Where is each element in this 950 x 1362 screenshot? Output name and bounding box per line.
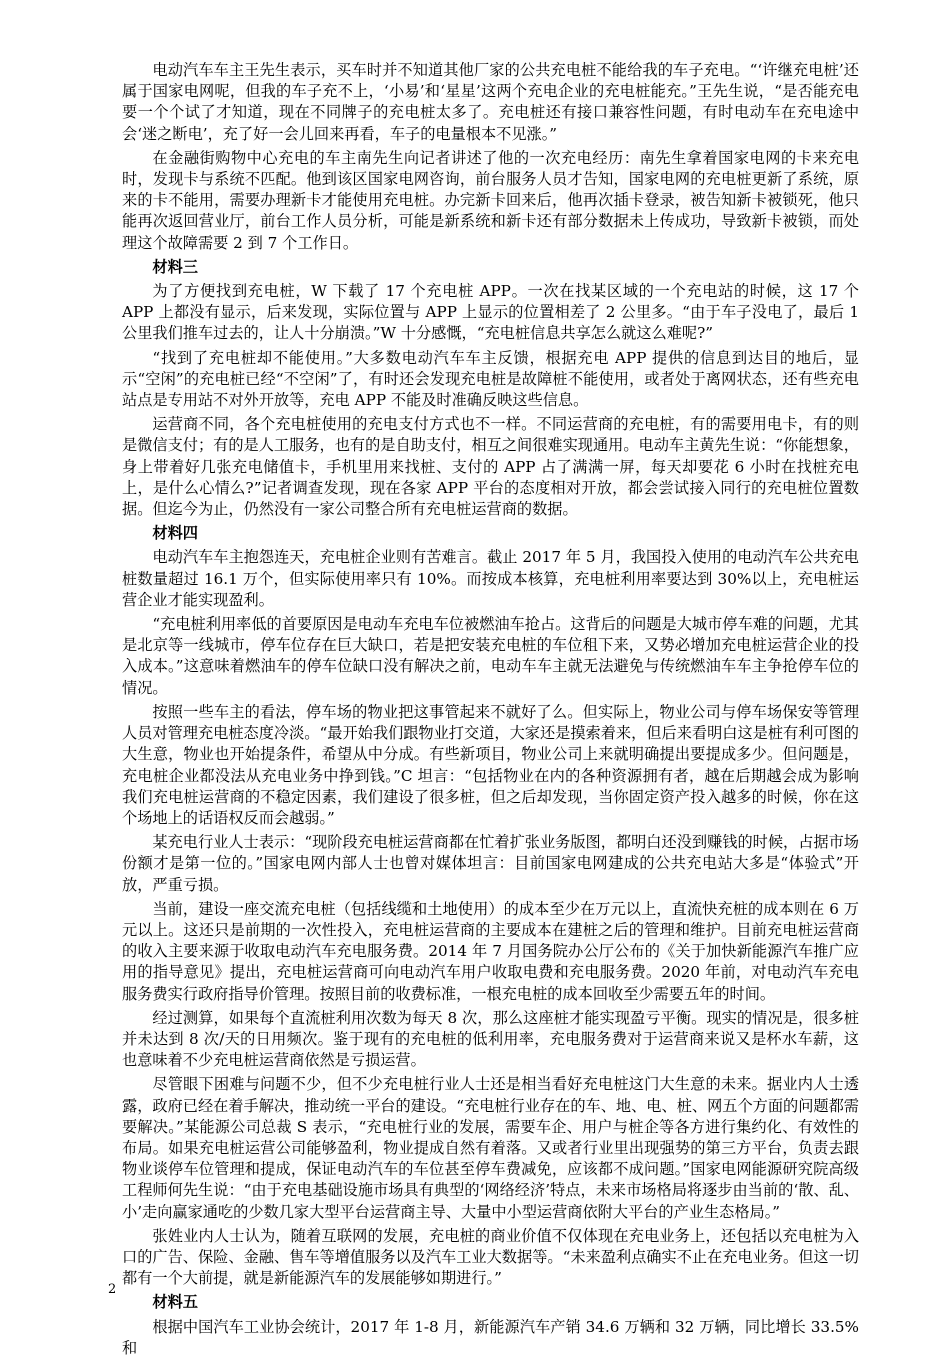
paragraph: 当前，建设一座交流充电桩（包括线缆和土地使用）的成本至少在万元以上，直流快充桩的成本则在 6 万元以上。这还只是前期的一次性投入，充电桩运营商的主要成本在建桩之后的管理和维护。目前充电桩运营商的收入主要来源于收取电动汽车充电服务费。2014 年 7 月国务院办公厅公布的《关于加快新能源汽车推广应用的指导意见》提出，充电桩运营商可向电动汽车用户收取电费和充电服务费。2020 年前，对电动汽车充电服务费实行政府指导价管理。按照目前的收费标准，一根充电桩的成本回收至少需要五年的时间。	[122, 899, 859, 1003]
paragraph: 张姓业内人士认为，随着互联网的发展，充电桩的商业价值不仅体现在充电业务上，还包括以充电桩为入口的广告、保险、金融、售车等增值服务以及汽车工业大数据等。“未来盈利点确实不止在充电业务。但这一切都有一个大前提，就是新能源汽车的发展能够如期进行。”	[122, 1226, 859, 1288]
paragraph: 按照一些车主的看法，停车场的物业把这事管起来不就好了么。但实际上，物业公司与停车场保安等管理人员对管理充电桩态度冷淡。“最开始我们跟物业打交道，大家还是摸索着来，但后来看明白这是桩有利可图的大生意，物业也开始提条件，希望从中分成。有些新项目，物业公司上来就明确提出要提成多少。但问题是，充电桩企业都没法从充电业务中挣到钱。”C 坦言：“包括物业在内的各种资源拥有者，越在后期越会成为影响我们充电桩运营商的不稳定因素，我们建设了很多桩，但之后却发现，当你固定资产投入越多的时候，你在这个场地上的话语权反而会越弱。”	[122, 702, 859, 827]
paragraph: 根据中国汽车工业协会统计，2017 年 1-8 月，新能源汽车产销 34.6 万辆和 32 万辆，同比增长 33.5%和	[122, 1317, 859, 1357]
paragraph: “充电桩利用率低的首要原因是电动车充电车位被燃油车抢占。这背后的问题是大城市停车难的问题，尤其是北京等一线城市，停车位存在巨大缺口，若是把安装充电桩的车位租下来，又势必增加充电桩运营企业的投入成本。”这意味着燃油车的停车位缺口没有解决之前，电动车车主就无法避免与传统燃油车车主争抢停车位的情况。	[122, 615, 859, 697]
section-heading-material-3: 材料三	[152, 257, 198, 276]
paragraph: “找到了充电桩却不能使用。”大多数电动汽车车主反馈，根据充电 APP 提供的信息到达目的地后，显示“空闲”的充电桩已经“不空闲”了，有时还会发现充电桩是故障桩不能使用，或者处于离网状态，还有些充电站点是专用站不对外开放等，充电 APP 不能及时准确反映这些信息。	[122, 348, 859, 410]
paragraph: 为了方便找到充电桩，W 下载了 17 个充电桩 APP。一次在找某区域的一个充电站的时候，这 17 个 APP 上都没有显示，后来发现，实际位置与 APP 上显示的位置相差了 2 公里多。“由于车子没电了，最后 1 公里我们推车过去的，让人十分崩溃。”W 十分感慨，“充电桩信息共享怎么就这么难呢?”	[122, 282, 859, 343]
paragraph: 电动汽车车主王先生表示，买车时并不知道其他厂家的公共充电桩不能给我的车子充电。“‘许继充电桩’还属于国家电网呢，但我的车子充不上，‘小易’和‘星星’这两个充电企业的充电桩能充。”王先生说，“是否能充电要一个个试了才知道，现在不同牌子的充电桩太多了。充电桩还有接口兼容性问题，有时电动车在充电途中会‘迷之断电’，充了好一会儿回来再看，车子的电量根本不见涨。”	[122, 61, 859, 143]
section-heading-material-4: 材料四	[152, 524, 198, 543]
section-heading-material-5: 材料五	[152, 1293, 198, 1312]
paragraph: 经过测算，如果每个直流桩利用次数为每天 8 次，那么这座桩才能实现盈亏平衡。现实的情况是，很多桩并未达到 8 次/天的日用频次。鉴于现有的充电桩的低利用率，充电服务费对于运营商来说又是杯水车薪，这也意味着不少充电桩运营商依然是亏损运营。	[122, 1008, 859, 1070]
document-page	[122, 60, 859, 1362]
paragraph: 尽管眼下困难与问题不少，但不少充电桩行业人士还是相当看好充电桩这门大生意的未来。据业内人士透露，政府已经在着手解决，推动统一平台的建设。“充电桩行业存在的车、地、电、桩、网五个方面的问题都需要解决。”某能源公司总裁 S 表示，“充电桩行业的发展，需要车企、用户与桩企等各方进行集约化、有效性的布局。如果充电桩运营公司能够盈利，物业提成自然有着落。又或者行业里出现强势的第三方平台，负责去跟物业谈停车位管理和提成，保证电动汽车的车位甚至停车费减免，应该都不成问题。”国家电网能源研究院高级工程师何先生说：“由于充电基础设施市场具有典型的‘网络经济’特点，未来市场格局将逐步由当前的‘散、乱、小’走向赢家通吃的少数几家大型平台运营商主导、大量中小型运营商依附大平台的产业生态格局。”	[122, 1075, 859, 1221]
paragraph: 电动汽车车主抱怨连天，充电桩企业则有苦难言。截止 2017 年 5 月，我国投入使用的电动汽车公共充电桩数量超过 16.1 万个，但实际使用率只有 10%。而按成本核算，充电桩利用率要达到 30%以上，充电桩运营企业才能实现盈利。	[122, 548, 859, 609]
paragraph: 某充电行业人士表示：“现阶段充电桩运营商都在忙着扩张业务版图，都明白还没到赚钱的时候，占据市场份额才是第一位的。”国家电网内部人士也曾对媒体坦言：目前国家电网建成的公共充电站大多是“体验式”开放，严重亏损。	[122, 833, 859, 894]
paragraph: 运营商不同，各个充电桩使用的充电支付方式也不一样。不同运营商的充电桩，有的需要用电卡，有的则是微信支付；有的是人工服务，也有的是自助支付，相互之间很难实现通用。电动车主黄先生说：“你能想象，身上带着好几张充电储值卡，手机里用来找桩、支付的 APP 占了满满一屏，每天却要花 6 小时在找桩充电上，是什么心情么?”记者调查发现，现在各家 APP 平台的态度相对开放，都会尝试接入同行的充电桩位置数据。但迄今为止，仍然没有一家公司整合所有充电桩运营商的数据。	[122, 415, 859, 519]
page-number: 2	[108, 1282, 117, 1297]
paragraph: 在金融街购物中心充电的车主南先生向记者讲述了他的一次充电经历：南先生拿着国家电网的卡来充电时，发现卡与系统不匹配。他到该区国家电网咨询，前台服务人员才告知，国家电网的充电桩更新了系统，原来的卡不能用，需要办理新卡才能使用充电桩。办完新卡回来后，他再次插卡登录，被告知新卡被锁死，他只能再次返回营业厅，前台工作人员分析，可能是新系统和新卡还有部分数据未上传成功，导致新卡被锁，而处理这个故障需要 2 到 7 个工作日。	[122, 148, 859, 252]
